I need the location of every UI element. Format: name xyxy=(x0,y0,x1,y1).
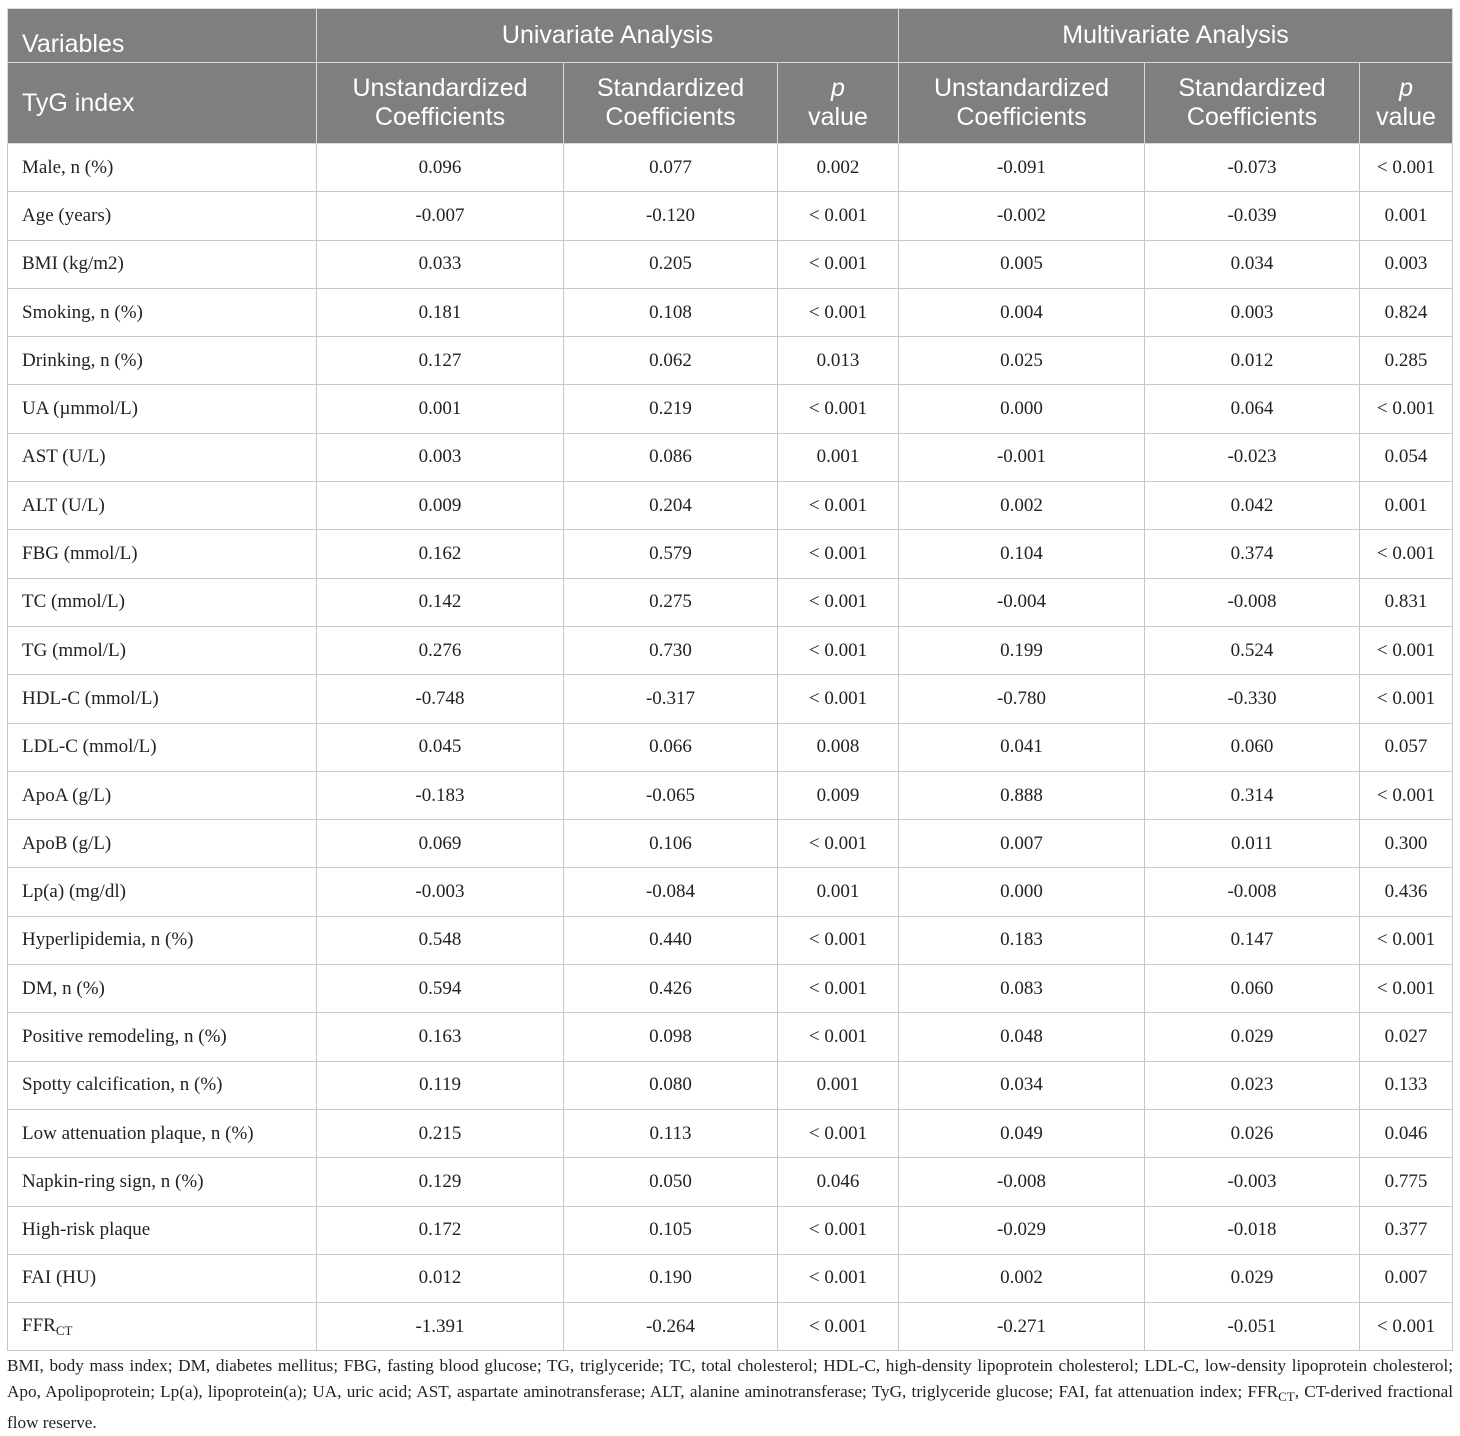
row-label: Smoking, n (%) xyxy=(8,288,317,336)
row-label: AST (U/L) xyxy=(8,433,317,481)
row-label: UA (µmmol/L) xyxy=(8,385,317,433)
cell-multivariate-p-value: < 0.001 xyxy=(1360,385,1453,433)
cell-multivariate-standardized: 0.034 xyxy=(1145,240,1360,288)
cell-multivariate-standardized: 0.011 xyxy=(1145,820,1360,868)
cell-multivariate-standardized: 0.064 xyxy=(1145,385,1360,433)
cell-multivariate-p-value: < 0.001 xyxy=(1360,771,1453,819)
table-row xyxy=(8,820,1453,868)
row-label: Age (years) xyxy=(8,192,317,240)
cell-multivariate-standardized: -0.008 xyxy=(1145,578,1360,626)
cell-multivariate-standardized: 0.003 xyxy=(1145,288,1360,336)
cell-univariate-unstandardized: 0.045 xyxy=(317,723,564,771)
cell-univariate-standardized: 0.050 xyxy=(564,1158,778,1206)
cell-univariate-standardized: 0.190 xyxy=(564,1254,778,1302)
cell-multivariate-unstandardized: 0.049 xyxy=(899,1109,1145,1157)
cell-multivariate-standardized: -0.073 xyxy=(1145,144,1360,192)
cell-multivariate-standardized: 0.060 xyxy=(1145,723,1360,771)
cell-multivariate-standardized: -0.008 xyxy=(1145,868,1360,916)
cell-univariate-p-value: < 0.001 xyxy=(778,578,899,626)
cell-multivariate-unstandardized: 0.002 xyxy=(899,1254,1145,1302)
cell-multivariate-unstandardized: 0.083 xyxy=(899,965,1145,1013)
row-label: $FFR_{CT}$ xyxy=(8,1303,317,1351)
cell-multivariate-standardized: 0.147 xyxy=(1145,916,1360,964)
cell-multivariate-standardized: -0.023 xyxy=(1145,433,1360,481)
cell-multivariate-p-value: 0.003 xyxy=(1360,240,1453,288)
header-variables: Variables xyxy=(8,9,317,63)
cell-multivariate-unstandardized: 0.007 xyxy=(899,820,1145,868)
cell-multivariate-p-value: 0.057 xyxy=(1360,723,1453,771)
cell-multivariate-p-value: 0.831 xyxy=(1360,578,1453,626)
cell-multivariate-unstandardized: -0.780 xyxy=(899,675,1145,723)
cell-univariate-standardized: 0.086 xyxy=(564,433,778,481)
cell-multivariate-unstandardized: -0.271 xyxy=(899,1303,1145,1351)
cell-univariate-standardized: 0.066 xyxy=(564,723,778,771)
cell-multivariate-p-value: < 0.001 xyxy=(1360,675,1453,723)
cell-univariate-unstandardized: 0.172 xyxy=(317,1206,564,1254)
cell-multivariate-p-value: 0.436 xyxy=(1360,868,1453,916)
table-row xyxy=(8,1061,1453,1109)
row-label: FAI (HU) xyxy=(8,1254,317,1302)
cell-multivariate-unstandardized: 0.183 xyxy=(899,916,1145,964)
cell-univariate-unstandardized: -1.391 xyxy=(317,1303,564,1351)
table-row xyxy=(8,240,1453,288)
cell-univariate-unstandardized: 0.276 xyxy=(317,626,564,674)
cell-univariate-standardized: 0.426 xyxy=(564,965,778,1013)
cell-multivariate-unstandardized: 0.002 xyxy=(899,482,1145,530)
row-label: Lp(a) (mg/dl) xyxy=(8,868,317,916)
table-row xyxy=(8,482,1453,530)
table-row xyxy=(8,1109,1453,1157)
cell-univariate-p-value: 0.001 xyxy=(778,1061,899,1109)
table-footnote: BMI, body mass index; DM, diabetes mellitus; FBG, fasting blood glucose; TG, triglyceride; TC, total cholesterol; HDL-C, high-density lipoprotein cholesterol; LDL-C, low-density lipoprotein cholesterol; Apo, Apolipoprotein; Lp(a), lipoprotein(a); UA, uric acid; AST, aspartate aminotransferase; ALT, alanine aminotransferase; TyG, triglyceride glucose; FAI, fat attenuation index; $FFR_{CT}$, CT-derived fractional flow reserve. xyxy=(7,1356,1453,1432)
cell-univariate-p-value: 0.013 xyxy=(778,337,899,385)
cell-univariate-unstandardized: 0.003 xyxy=(317,433,564,481)
cell-univariate-unstandardized: 0.012 xyxy=(317,1254,564,1302)
cell-univariate-unstandardized: 0.162 xyxy=(317,530,564,578)
cell-multivariate-p-value: 0.054 xyxy=(1360,433,1453,481)
cell-multivariate-unstandardized: -0.001 xyxy=(899,433,1145,481)
cell-multivariate-p-value: 0.377 xyxy=(1360,1206,1453,1254)
cell-multivariate-standardized: -0.051 xyxy=(1145,1303,1360,1351)
row-label: DM, n (%) xyxy=(8,965,317,1013)
cell-multivariate-unstandardized: 0.000 xyxy=(899,868,1145,916)
row-label: TC (mmol/L) xyxy=(8,578,317,626)
header-univariate-unstandardized: Unstandardized Coefficients xyxy=(317,63,564,144)
cell-univariate-unstandardized: 0.181 xyxy=(317,288,564,336)
cell-multivariate-p-value: 0.001 xyxy=(1360,482,1453,530)
row-label: Low attenuation plaque, n (%) xyxy=(8,1109,317,1157)
cell-univariate-unstandardized: 0.127 xyxy=(317,337,564,385)
cell-multivariate-p-value: 0.133 xyxy=(1360,1061,1453,1109)
cell-univariate-standardized: 0.579 xyxy=(564,530,778,578)
row-label: High-risk plaque xyxy=(8,1206,317,1254)
cell-multivariate-p-value: < 0.001 xyxy=(1360,626,1453,674)
row-label: FBG (mmol/L) xyxy=(8,530,317,578)
cell-multivariate-p-value: 0.046 xyxy=(1360,1109,1453,1157)
cell-univariate-standardized: -0.084 xyxy=(564,868,778,916)
cell-univariate-p-value: < 0.001 xyxy=(778,820,899,868)
cell-multivariate-unstandardized: -0.004 xyxy=(899,578,1145,626)
table-row xyxy=(8,675,1453,723)
cell-multivariate-unstandardized: 0.104 xyxy=(899,530,1145,578)
cell-univariate-p-value: 0.008 xyxy=(778,723,899,771)
cell-multivariate-p-value: 0.824 xyxy=(1360,288,1453,336)
cell-univariate-p-value: < 0.001 xyxy=(778,1303,899,1351)
header-multivariate-p-value: p value xyxy=(1360,63,1453,144)
cell-univariate-p-value: < 0.001 xyxy=(778,965,899,1013)
header-univariate: Univariate Analysis xyxy=(317,9,899,63)
cell-multivariate-standardized: 0.042 xyxy=(1145,482,1360,530)
cell-multivariate-standardized: -0.018 xyxy=(1145,1206,1360,1254)
cell-univariate-standardized: 0.219 xyxy=(564,385,778,433)
regression-table xyxy=(7,8,1453,1351)
cell-univariate-p-value: < 0.001 xyxy=(778,916,899,964)
table-row xyxy=(8,578,1453,626)
cell-multivariate-unstandardized: 0.000 xyxy=(899,385,1145,433)
cell-multivariate-unstandardized: 0.025 xyxy=(899,337,1145,385)
row-label: LDL-C (mmol/L) xyxy=(8,723,317,771)
cell-univariate-unstandardized: 0.129 xyxy=(317,1158,564,1206)
row-label: ApoB (g/L) xyxy=(8,820,317,868)
header-univariate-p-value: p value xyxy=(778,63,899,144)
cell-multivariate-standardized: 0.029 xyxy=(1145,1254,1360,1302)
cell-univariate-p-value: 0.002 xyxy=(778,144,899,192)
cell-univariate-p-value: < 0.001 xyxy=(778,240,899,288)
row-label: Napkin-ring sign, n (%) xyxy=(8,1158,317,1206)
row-label: Drinking, n (%) xyxy=(8,337,317,385)
table-row xyxy=(8,965,1453,1013)
cell-univariate-standardized: 0.106 xyxy=(564,820,778,868)
cell-univariate-standardized: 0.108 xyxy=(564,288,778,336)
cell-univariate-unstandardized: -0.003 xyxy=(317,868,564,916)
cell-univariate-p-value: < 0.001 xyxy=(778,675,899,723)
cell-univariate-standardized: -0.065 xyxy=(564,771,778,819)
cell-multivariate-standardized: 0.314 xyxy=(1145,771,1360,819)
cell-multivariate-unstandardized: 0.199 xyxy=(899,626,1145,674)
cell-multivariate-p-value: 0.001 xyxy=(1360,192,1453,240)
table-row xyxy=(8,868,1453,916)
cell-multivariate-standardized: 0.524 xyxy=(1145,626,1360,674)
table-row xyxy=(8,1254,1453,1302)
table-row xyxy=(8,337,1453,385)
cell-multivariate-standardized: -0.003 xyxy=(1145,1158,1360,1206)
cell-univariate-p-value: < 0.001 xyxy=(778,530,899,578)
cell-multivariate-p-value: < 0.001 xyxy=(1360,916,1453,964)
cell-univariate-unstandardized: 0.009 xyxy=(317,482,564,530)
cell-univariate-standardized: 0.113 xyxy=(564,1109,778,1157)
cell-univariate-unstandardized: 0.069 xyxy=(317,820,564,868)
row-label: HDL-C (mmol/L) xyxy=(8,675,317,723)
cell-univariate-unstandardized: 0.548 xyxy=(317,916,564,964)
table-header xyxy=(8,9,1453,144)
cell-univariate-standardized: 0.440 xyxy=(564,916,778,964)
cell-univariate-p-value: < 0.001 xyxy=(778,626,899,674)
table-row xyxy=(8,192,1453,240)
cell-univariate-p-value: < 0.001 xyxy=(778,1206,899,1254)
cell-univariate-standardized: 0.077 xyxy=(564,144,778,192)
cell-univariate-unstandardized: 0.142 xyxy=(317,578,564,626)
cell-univariate-standardized: 0.062 xyxy=(564,337,778,385)
table-row xyxy=(8,916,1453,964)
cell-multivariate-standardized: 0.029 xyxy=(1145,1013,1360,1061)
row-label: ApoA (g/L) xyxy=(8,771,317,819)
table-row xyxy=(8,723,1453,771)
cell-multivariate-standardized: 0.060 xyxy=(1145,965,1360,1013)
header-multivariate-standardized: Standardized Coefficients xyxy=(1145,63,1360,144)
cell-multivariate-p-value: 0.007 xyxy=(1360,1254,1453,1302)
cell-univariate-standardized: -0.264 xyxy=(564,1303,778,1351)
cell-multivariate-standardized: -0.330 xyxy=(1145,675,1360,723)
table-row xyxy=(8,144,1453,192)
cell-univariate-unstandardized: 0.096 xyxy=(317,144,564,192)
cell-univariate-standardized: 0.204 xyxy=(564,482,778,530)
cell-multivariate-unstandardized: -0.029 xyxy=(899,1206,1145,1254)
cell-univariate-p-value: < 0.001 xyxy=(778,1109,899,1157)
cell-univariate-unstandardized: 0.001 xyxy=(317,385,564,433)
cell-univariate-p-value: < 0.001 xyxy=(778,1254,899,1302)
cell-multivariate-unstandardized: 0.048 xyxy=(899,1013,1145,1061)
cell-multivariate-p-value: < 0.001 xyxy=(1360,530,1453,578)
cell-univariate-p-value: 0.001 xyxy=(778,868,899,916)
header-tyg-index: TyG index xyxy=(8,63,317,144)
table-row xyxy=(8,771,1453,819)
table-body xyxy=(8,144,1453,1351)
header-univariate-standardized: Standardized Coefficients xyxy=(564,63,778,144)
cell-multivariate-p-value: 0.775 xyxy=(1360,1158,1453,1206)
cell-multivariate-standardized: -0.039 xyxy=(1145,192,1360,240)
cell-univariate-p-value: < 0.001 xyxy=(778,482,899,530)
cell-univariate-standardized: -0.317 xyxy=(564,675,778,723)
cell-univariate-unstandardized: 0.215 xyxy=(317,1109,564,1157)
cell-multivariate-p-value: < 0.001 xyxy=(1360,1303,1453,1351)
header-multivariate-unstandardized: Unstandardized Coefficients xyxy=(899,63,1145,144)
cell-multivariate-unstandardized: -0.008 xyxy=(899,1158,1145,1206)
header-multivariate: Multivariate Analysis xyxy=(899,9,1453,63)
cell-multivariate-p-value: 0.027 xyxy=(1360,1013,1453,1061)
cell-univariate-unstandardized: -0.007 xyxy=(317,192,564,240)
table-row xyxy=(8,1013,1453,1061)
row-label: Hyperlipidemia, n (%) xyxy=(8,916,317,964)
row-label: BMI (kg/m2) xyxy=(8,240,317,288)
cell-multivariate-standardized: 0.023 xyxy=(1145,1061,1360,1109)
row-label: TG (mmol/L) xyxy=(8,626,317,674)
cell-univariate-standardized: 0.080 xyxy=(564,1061,778,1109)
table-row xyxy=(8,1206,1453,1254)
cell-multivariate-unstandardized: 0.888 xyxy=(899,771,1145,819)
cell-univariate-p-value: < 0.001 xyxy=(778,192,899,240)
table-row xyxy=(8,626,1453,674)
row-label: Spotty calcification, n (%) xyxy=(8,1061,317,1109)
table-row xyxy=(8,1303,1453,1351)
cell-multivariate-unstandardized: 0.005 xyxy=(899,240,1145,288)
cell-univariate-p-value: 0.001 xyxy=(778,433,899,481)
cell-univariate-unstandardized: -0.183 xyxy=(317,771,564,819)
cell-multivariate-standardized: 0.026 xyxy=(1145,1109,1360,1157)
cell-multivariate-p-value: < 0.001 xyxy=(1360,144,1453,192)
cell-univariate-p-value: 0.046 xyxy=(778,1158,899,1206)
cell-univariate-standardized: -0.120 xyxy=(564,192,778,240)
cell-univariate-p-value: 0.009 xyxy=(778,771,899,819)
table-row xyxy=(8,1158,1453,1206)
cell-univariate-unstandardized: 0.594 xyxy=(317,965,564,1013)
row-label: Male, n (%) xyxy=(8,144,317,192)
table-row xyxy=(8,433,1453,481)
cell-multivariate-unstandardized: -0.091 xyxy=(899,144,1145,192)
cell-univariate-unstandardized: -0.748 xyxy=(317,675,564,723)
cell-univariate-unstandardized: 0.163 xyxy=(317,1013,564,1061)
cell-univariate-unstandardized: 0.119 xyxy=(317,1061,564,1109)
table-row xyxy=(8,288,1453,336)
cell-univariate-p-value: < 0.001 xyxy=(778,1013,899,1061)
cell-univariate-standardized: 0.275 xyxy=(564,578,778,626)
cell-univariate-standardized: 0.205 xyxy=(564,240,778,288)
cell-multivariate-p-value: < 0.001 xyxy=(1360,965,1453,1013)
cell-univariate-standardized: 0.098 xyxy=(564,1013,778,1061)
cell-multivariate-unstandardized: 0.034 xyxy=(899,1061,1145,1109)
cell-multivariate-p-value: 0.300 xyxy=(1360,820,1453,868)
cell-univariate-standardized: 0.105 xyxy=(564,1206,778,1254)
cell-multivariate-unstandardized: -0.002 xyxy=(899,192,1145,240)
row-label: ALT (U/L) xyxy=(8,482,317,530)
cell-multivariate-standardized: 0.012 xyxy=(1145,337,1360,385)
cell-multivariate-unstandardized: 0.004 xyxy=(899,288,1145,336)
cell-multivariate-p-value: 0.285 xyxy=(1360,337,1453,385)
table-row xyxy=(8,530,1453,578)
cell-univariate-standardized: 0.730 xyxy=(564,626,778,674)
table-row xyxy=(8,385,1453,433)
cell-univariate-p-value: < 0.001 xyxy=(778,385,899,433)
cell-univariate-p-value: < 0.001 xyxy=(778,288,899,336)
cell-multivariate-unstandardized: 0.041 xyxy=(899,723,1145,771)
row-label: Positive remodeling, n (%) xyxy=(8,1013,317,1061)
cell-multivariate-standardized: 0.374 xyxy=(1145,530,1360,578)
cell-univariate-unstandardized: 0.033 xyxy=(317,240,564,288)
